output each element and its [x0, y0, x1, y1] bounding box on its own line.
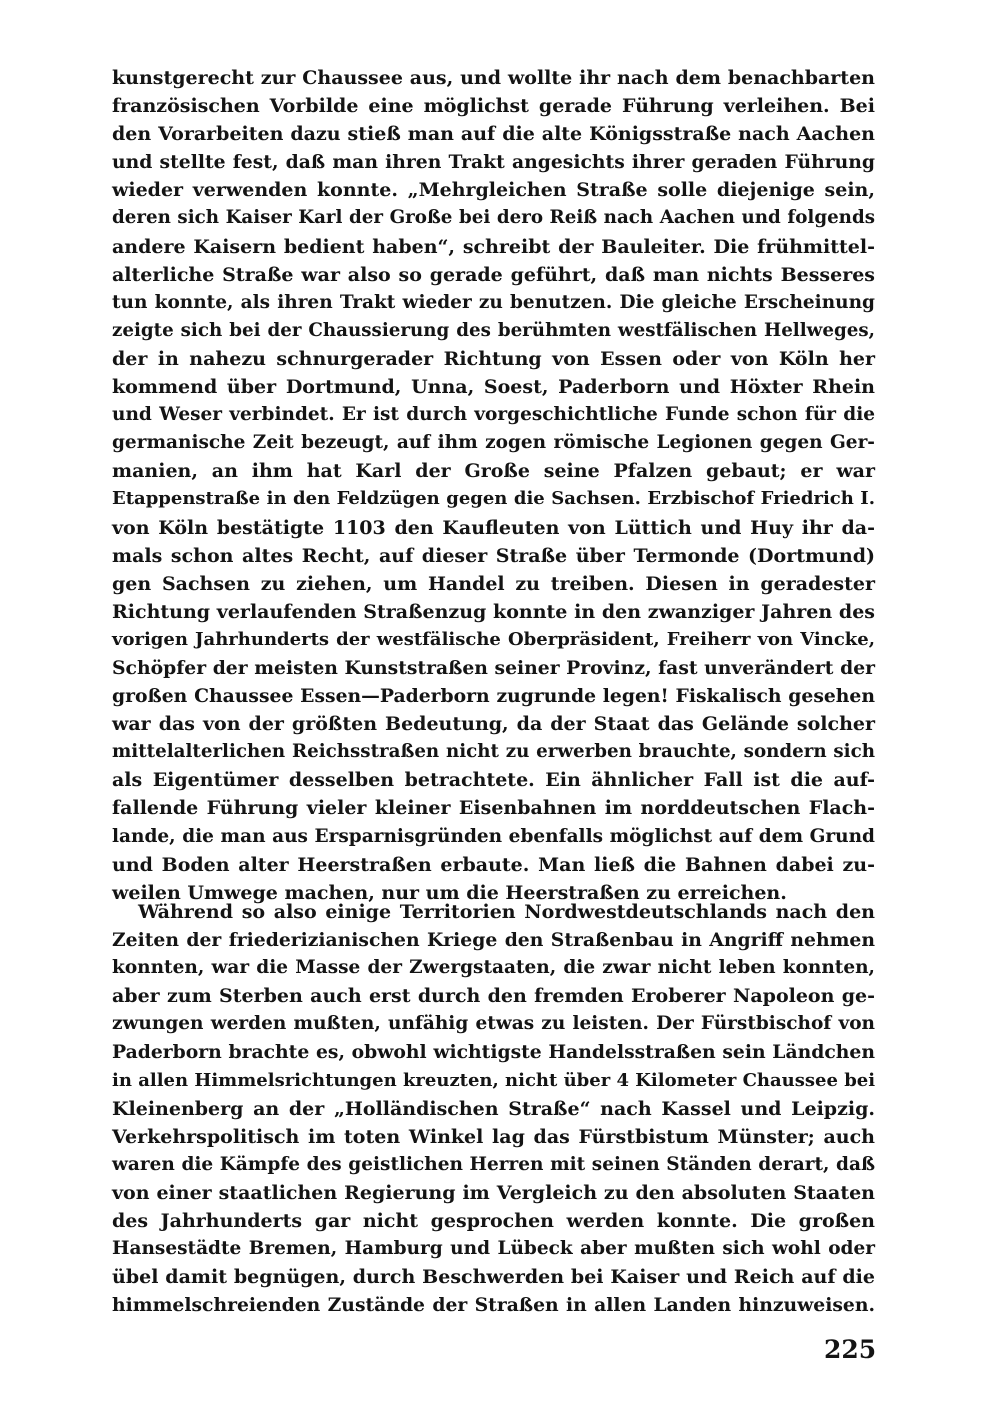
text-line: der in nahezu schnurgerader Richtung von Essen oder von Köln her: [112, 347, 875, 370]
text-line: andere Kaisern bedient haben“, schreibt der Bauleiter. Die frühmittel-: [112, 235, 875, 258]
text-line: und stellte fest, daß man ihren Trakt angesichts ihrer geraden Führung: [112, 151, 875, 174]
paragraph-1: [112, 64, 875, 907]
text-line: deren sich Kaiser Karl der Große bei dero Reiß nach Aachen und folgends: [112, 207, 875, 229]
text-line: Paderborn brachte es, obwohl wichtigste Handelsstraßen sein Ländchen: [112, 1041, 875, 1064]
text-line: Verkehrspolitisch im toten Winkel lag das Fürstbistum Münster; auch: [112, 1125, 875, 1148]
text-line: französischen Vorbilde eine möglichst gerade Führung verleihen. Bei: [112, 95, 875, 118]
text-line: des Jahrhunderts gar nicht gesprochen werden konnte. Die großen: [112, 1210, 875, 1233]
text-line: fallende Führung vieler kleiner Eisenbahnen im norddeutschen Flach-: [112, 797, 875, 820]
text-line: alterliche Straße war also so gerade geführt, daß man nichts Besseres: [112, 263, 875, 286]
page-number: 225: [824, 1335, 877, 1364]
text-line: Richtung verlaufenden Straßenzug konnte in den zwanziger Jahren des: [112, 600, 875, 623]
text-line: Etappenstraße in den Feldzügen gegen die Sachsen. Erzbischof Friedrich I.: [112, 488, 875, 510]
text-line: von einer staatlichen Regierung im Vergleich zu den absoluten Staaten: [112, 1181, 875, 1204]
text-line: mittelalterlichen Reichsstraßen nicht zu erwerben brauchte, sondern sich: [112, 741, 875, 763]
text-line: zeigte sich bei der Chaussierung des berühmten westfälischen Hellweges,: [112, 319, 875, 341]
text-line: als Eigentümer desselben betrachtete. Ein ähnlicher Fall ist die auf-: [112, 769, 875, 792]
text-line: in allen Himmelsrichtungen kreuzten, nicht über 4 Kilometer Chaussee bei: [112, 1069, 876, 1091]
text-line: kunstgerecht zur Chaussee aus, und wollte ihr nach dem benachbarten: [112, 67, 875, 89]
text-line: himmelschreienden Zustände der Straßen in allen Landen hinzuweisen.: [112, 1294, 875, 1317]
text-line: Während so also einige Territorien Nordwestdeutschlands nach den: [138, 901, 875, 923]
text-line: den Vorarbeiten dazu stieß man auf die alte Königsstraße nach Aachen: [112, 123, 875, 146]
text-line: konnten, war die Masse der Zwergstaaten, die zwar nicht leben konnten,: [112, 957, 875, 979]
text-line: und Boden alter Heerstraßen erbaute. Man ließ die Bahnen dabei zu-: [112, 853, 875, 876]
text-line: manien, an ihm hat Karl der Große seine Pfalzen gebaut; er war: [112, 460, 875, 483]
paragraph-2: [112, 898, 875, 1319]
text-line: Hansestädte Bremen, Hamburg und Lübeck aber mußten sich wohl oder: [112, 1238, 875, 1260]
text-line: gen Sachsen zu ziehen, um Handel zu treiben. Diesen in geradester: [112, 572, 875, 595]
text-line: Kleinenberg an der „Holländischen Straße“ nach Kassel und Leipzig.: [112, 1097, 875, 1120]
text-line: waren die Kämpfe des geistlichen Herren mit seinen Ständen derart, daß: [112, 1153, 875, 1175]
text-line: von Köln bestätigte 1103 den Kaufleuten von Lüttich und Huy ihr da-: [112, 516, 875, 539]
text-line: großen Chaussee Essen—Paderborn zugrunde legen! Fiskalisch gesehen: [112, 685, 875, 708]
text-line: Zeiten der friederizianischen Kriege den Straßenbau in Angriff nehmen: [112, 929, 875, 952]
text-line: weilen Umwege machen, nur um die Heerstraßen zu erreichen.: [112, 881, 787, 904]
text-line: Schöpfer der meisten Kunststraßen seiner Provinz, fast unverändert der: [112, 656, 875, 679]
text-line: war das von der größten Bedeutung, da der Staat das Gelände solcher: [112, 713, 875, 736]
text-line: wieder verwenden konnte. „Mehrgleichen Straße solle diejenige sein,: [112, 179, 875, 202]
text-line: lande, die man aus Ersparnisgründen ebenfalls möglichst auf dem Grund: [112, 825, 875, 847]
text-line: übel damit begnügen, durch Beschwerden bei Kaiser und Reich auf die: [112, 1266, 875, 1289]
text-line: vorigen Jahrhunderts der westfälische Oberpräsident, Freiherr von Vincke,: [112, 628, 875, 650]
text-line: aber zum Sterben auch erst durch den fremden Eroberer Napoleon ge-: [112, 985, 875, 1008]
text-line: tun konnte, als ihren Trakt wieder zu benutzen. Die gleiche Erscheinung: [112, 291, 875, 313]
text-line: germanische Zeit bezeugt, auf ihm zogen römische Legionen gegen Ger-: [112, 432, 875, 454]
text-line: mals schon altes Recht, auf dieser Straße über Termonde (Dortmund): [112, 544, 875, 567]
text-line: und Weser verbindet. Er ist durch vorgeschichtliche Funde schon für die: [112, 404, 875, 426]
text-line: zwungen werden mußten, unfähig etwas zu leisten. Der Fürstbischof von: [112, 1013, 875, 1035]
text-line: kommend über Dortmund, Unna, Soest, Paderborn und Höxter Rhein: [112, 376, 875, 399]
